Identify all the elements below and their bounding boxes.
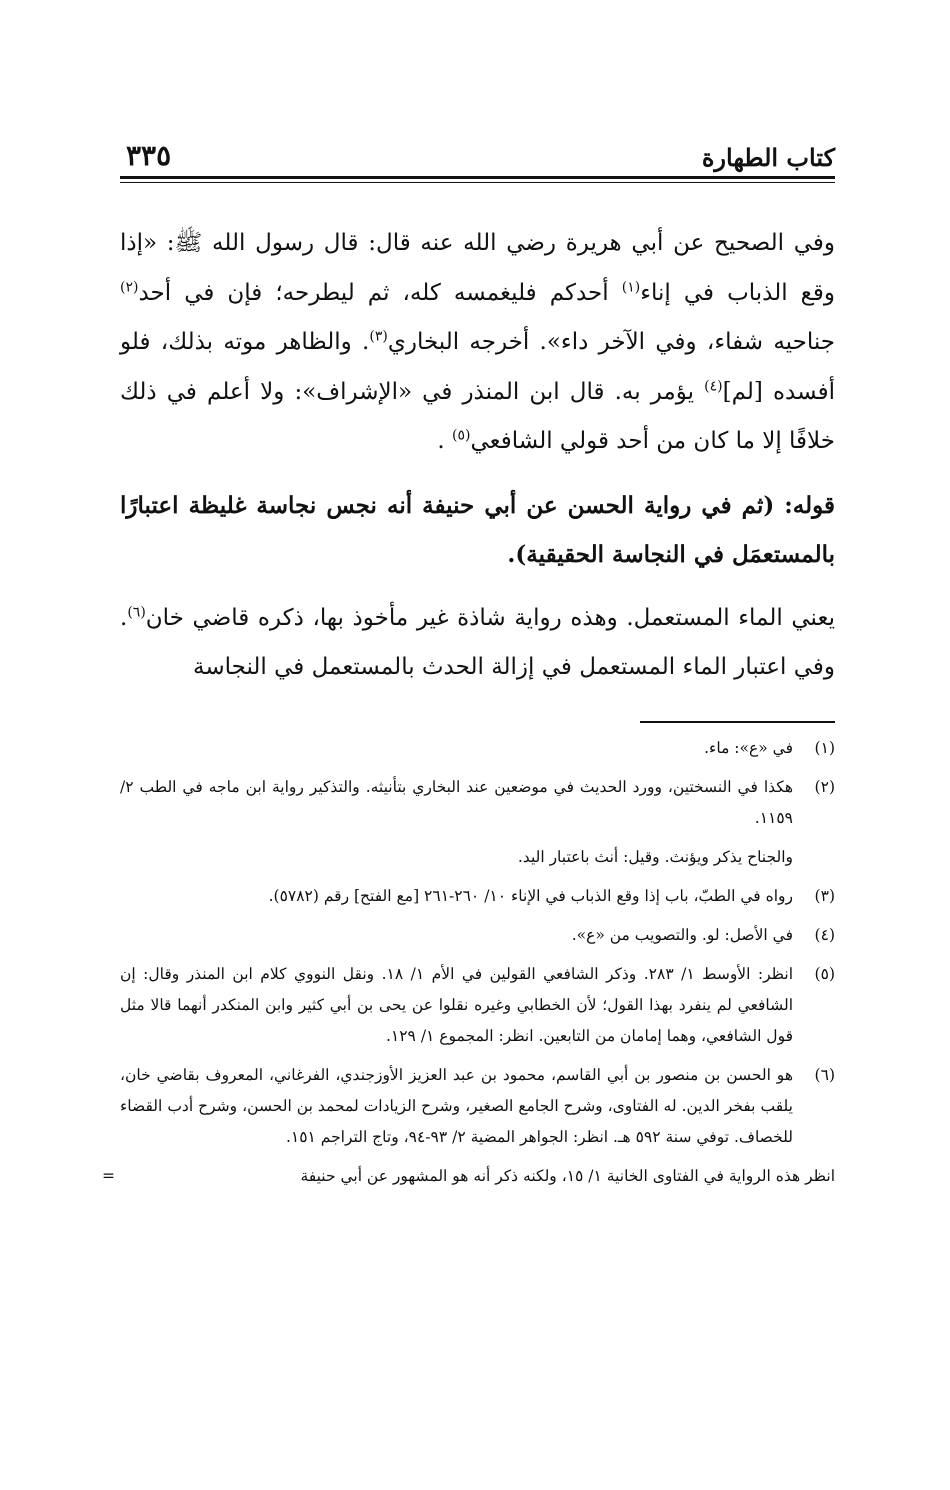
text-run: أحدكم فليغمسه كله، ثم ليطرحه؛ فإن في أحد [138,279,622,306]
text-run: . [437,428,452,454]
text-run: . وفي اعتبار الماء المستعمل في إزالة الحدث بالمستعمل في النجاسة [120,604,835,680]
footnote-2-extra [120,842,835,873]
paragraph-hadith [120,219,835,467]
footnote-text: في الأصل: لو. والتصويب من «ع». [571,925,793,944]
book-page [102,128,836,1192]
footnote-ref-3[interactable]: (٣) [369,328,388,345]
page-header [120,128,835,172]
footnote-text: هكذا في النسختين، وورد الحديث في موضعين عند البخاري بتأنيثه. والتذكير رواية ابن ماجه في الطب ٢/ ١١٥٩. [120,777,793,827]
footnote-1 [120,733,835,764]
footnote-ref-1[interactable]: (١) [621,278,641,295]
footnote-2 [120,772,835,834]
continuation-mark: = [102,1166,115,1185]
text-run: يعني الماء المستعمل. وهذه رواية شاذة غير مأخوذ بها، ذكره قاضي خان [145,604,835,631]
running-title: كتاب الطهارة [701,143,835,172]
text-run: جناحيه شفاء، وفي الآخر داء». أخرجه البخاري [387,329,836,355]
footnote-text: هو الحسن بن منصور بن أبي القاسم، محمود بن عبد العزيز الأوزجندي، الفرغاني، المعروف بقاضي خان، يلقب بفخر الدين. له الفتاوى، وشرح الجامع الصغير، وشرح الزيادات لمحمد بن الحسن، وشرح أدب القضاء للخصاف. توفي سنة ٥٩٢ هـ. انظر: الجواهر المضية ٢/ ٩٣-٩٤، وتاج التراجم ١٥١. [120,1065,793,1146]
footnote-4 [120,920,835,951]
footnote-text: في «ع»: ماء. [704,738,793,757]
footnote-divider [640,721,835,723]
footnote-number: (٤) [814,925,835,944]
footnote-ref-6[interactable]: (٦) [127,603,146,620]
footnote-number: (٢) [814,777,835,796]
header-divider [120,176,835,183]
footnote-number: (٥) [814,964,835,983]
footnote-ref-2[interactable]: (٢) [120,278,139,295]
footnote-text: انظر هذه الرواية في الفتاوى الخانية ١/ ١٥، ولكنه ذكر أنه هو المشهور عن أبي حنيفة [300,1166,835,1185]
footnote-number: (٣) [814,886,835,905]
footnote-number: (١) [814,738,835,757]
footnote-ref-4[interactable]: (٤) [704,377,723,394]
footnote-text: رواه في الطبّ، باب إذا وقع الذباب في الإناء ١٠/ ٢٦٠-٢٦١ [مع الفتح] رقم (٥٧٨٢). [268,886,793,905]
text-run: . والظاهر موته بذلك، فلو أفسده [لم] [120,329,836,405]
paragraph-commentary [120,594,835,693]
footnote-text: انظر: الأوسط ١/ ٢٨٣. وذكر الشافعي القولين في الأم ١/ ١٨. ونقل النووي كلام ابن المنذر وقال: إن الشافعي لم ينفرد بهذا القول؛ لأن الخطابي وغيره نقلوا عن يحى بن أبي كثير وابن المنكدر أنهما قالا مثل قول الشافعي، وهما إمامان من التابعين. انظر: المجموع ١/ ١٢٩. [120,964,794,1045]
main-text [120,219,835,693]
page-number: ٣٣٥ [126,139,172,172]
footnote-6 [120,1060,835,1153]
footnote-ref-5[interactable]: (٥) [451,427,471,444]
footnote-continuation [102,1161,835,1192]
footnotes [102,733,835,1192]
footnote-text: والجناح يذكر ويؤنث. وقيل: أنث باعتبار اليد. [517,847,793,866]
footnote-5 [120,959,835,1052]
paragraph-quote: قوله: (ثم في رواية الحسن عن أبي حنيفة أنه نجس نجاسة غليظة اعتبارًا بالمستعمَل في النجاسة الحقيقية). [120,491,835,568]
footnote-number: (٦) [814,1065,835,1084]
text-run: وفي الصحيح عن أبي هريرة رضي الله عنه قال: قال رسول الله ﷺ: «إذا وقع الذباب في إناء [120,230,835,306]
text-run: يؤمر به. قال ابن المنذر في «الإشراف»: ولا أعلم في ذلك خلافًا إلا ما كان من أحد قولي الشافعي [120,378,835,454]
footnote-3 [120,881,835,912]
